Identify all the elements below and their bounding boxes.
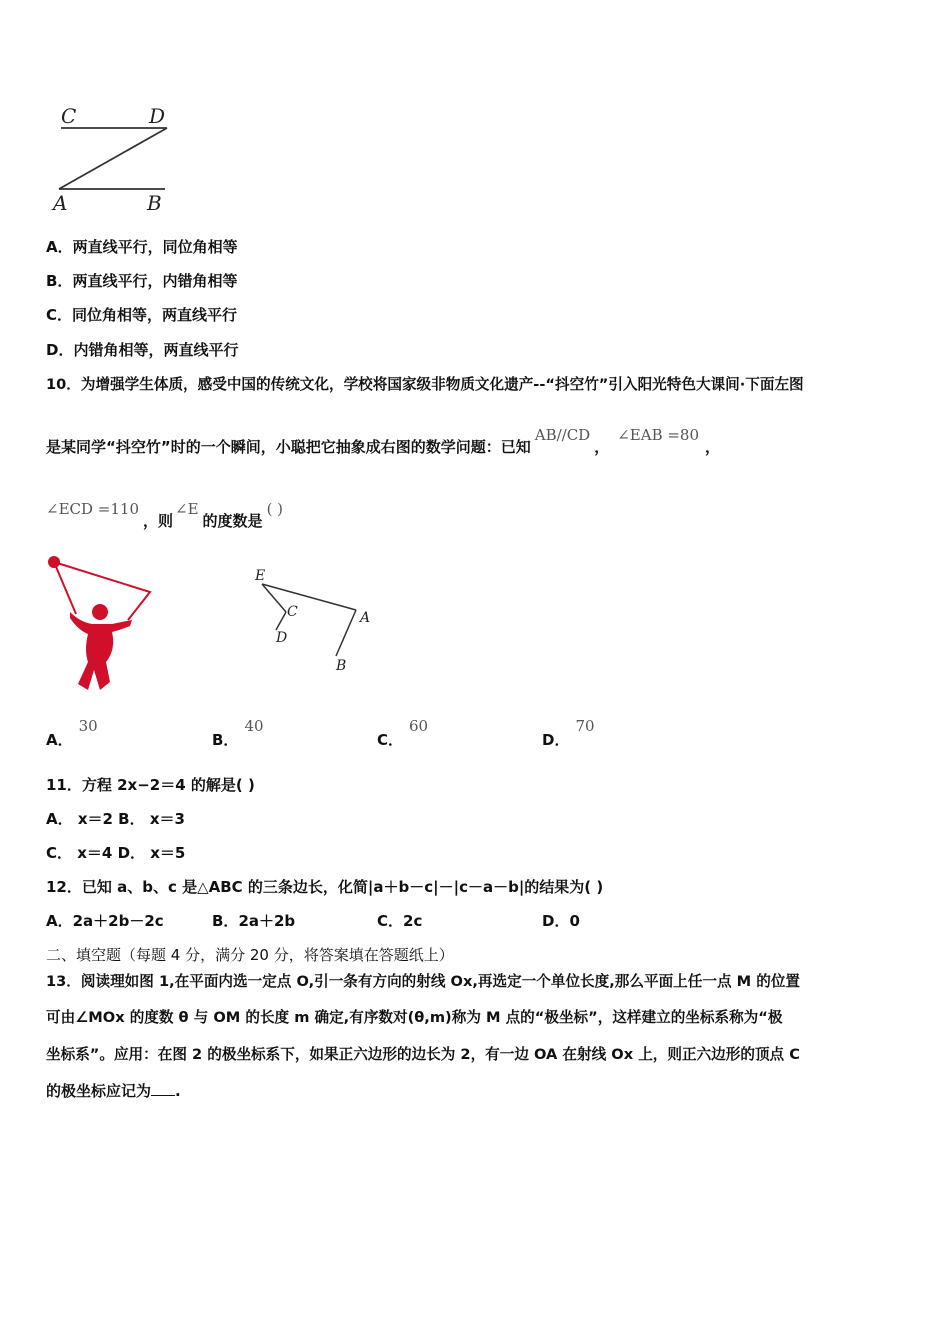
q9-option-b: B．两直线平行，内错角相等: [46, 272, 238, 290]
q11-stem: 11．方程 2x−2＝4 的解是( ): [46, 776, 255, 794]
q10-stem-line1: 10．为增强学生体质，感受中国的传统文化，学校将国家级非物质文化遗产--“抖空竹”引入阳光特色大课间·下面左图: [46, 376, 804, 393]
label-c: C: [61, 104, 77, 128]
q13-line2: 可由∠MOx 的度数 θ 与 OM 的长度 m 确定,有序数对(θ,m)称为 M 点的“极坐标”，这样建立的坐标系称为“极: [46, 1009, 783, 1026]
label-a: A: [53, 191, 68, 215]
q10-option-a: A．30: [46, 717, 98, 749]
math-angle-e: ∠E: [175, 500, 199, 518]
q11-options-row1: A． x＝2 B． x＝3: [46, 810, 185, 828]
parallel-lines-figure: [45, 98, 185, 218]
q10-option-d: D．70: [542, 717, 595, 749]
angle-problem-figure: [250, 560, 380, 680]
answer-paren: ( ): [266, 500, 284, 518]
q12-stem: 12．已知 a、b、c 是△ABC 的三条边长，化简|a＋b－c|－|c－a－b|的结果为( ): [46, 878, 604, 896]
section-heading-fill-in: 二、填空题（每题 4 分，满分 20 分，将答案填在答题纸上）: [46, 946, 454, 964]
q12-option-c: C．2c: [377, 912, 423, 930]
label-e: E: [255, 568, 266, 584]
line-da: [59, 128, 167, 189]
answer-blank[interactable]: [151, 1083, 175, 1096]
label-d: D: [149, 104, 166, 128]
q10-stem-line2: 是某同学“抖空竹”时的一个瞬间，小聪把它抽象成右图的数学问题：已知AB//CD，∠EAB =80，: [46, 426, 721, 456]
label-b: B: [147, 191, 162, 215]
q9-option-d: D．内错角相等，两直线平行: [46, 341, 239, 359]
q12-option-b: B．2a＋2b: [212, 912, 296, 930]
q11-options-row2: C． x＝4 D． x＝5: [46, 844, 186, 862]
q10-option-b: B．40: [212, 717, 264, 749]
label-c: C: [287, 604, 298, 620]
q12-option-a: A．2a＋2b－2c: [46, 912, 164, 930]
q9-option-a: A．两直线平行，同位角相等: [46, 238, 238, 256]
q12-option-d: D．0: [542, 912, 580, 930]
q10-option-c: C．60: [377, 717, 429, 749]
q9-option-c: C．同位角相等，两直线平行: [46, 306, 238, 324]
q13-line1: 13．阅读理如图 1,在平面内选一定点 O,引一条有方向的射线 Ox,再选定一个单位长度,那么平面上任一点 M 的位置: [46, 973, 801, 990]
q13-line3: 坐标系”。应用：在图 2 的极坐标系下，如果正六边形的边长为 2，有一边 OA 在射线 Ox 上，则正六边形的顶点 C: [46, 1046, 800, 1063]
math-ab-parallel-cd: AB//CD: [534, 426, 591, 444]
diabolo-player-figure: [40, 550, 160, 698]
q10-stem-line3: ∠ECD =110，则∠E的度数是( ): [46, 500, 284, 530]
label-a: A: [360, 610, 371, 626]
label-b: B: [336, 658, 347, 674]
math-angle-eab: ∠EAB =80: [617, 426, 700, 444]
label-d: D: [276, 630, 288, 646]
math-angle-ecd: ∠ECD =110: [46, 500, 139, 518]
q13-line4: 的极坐标应记为 .: [46, 1082, 181, 1100]
